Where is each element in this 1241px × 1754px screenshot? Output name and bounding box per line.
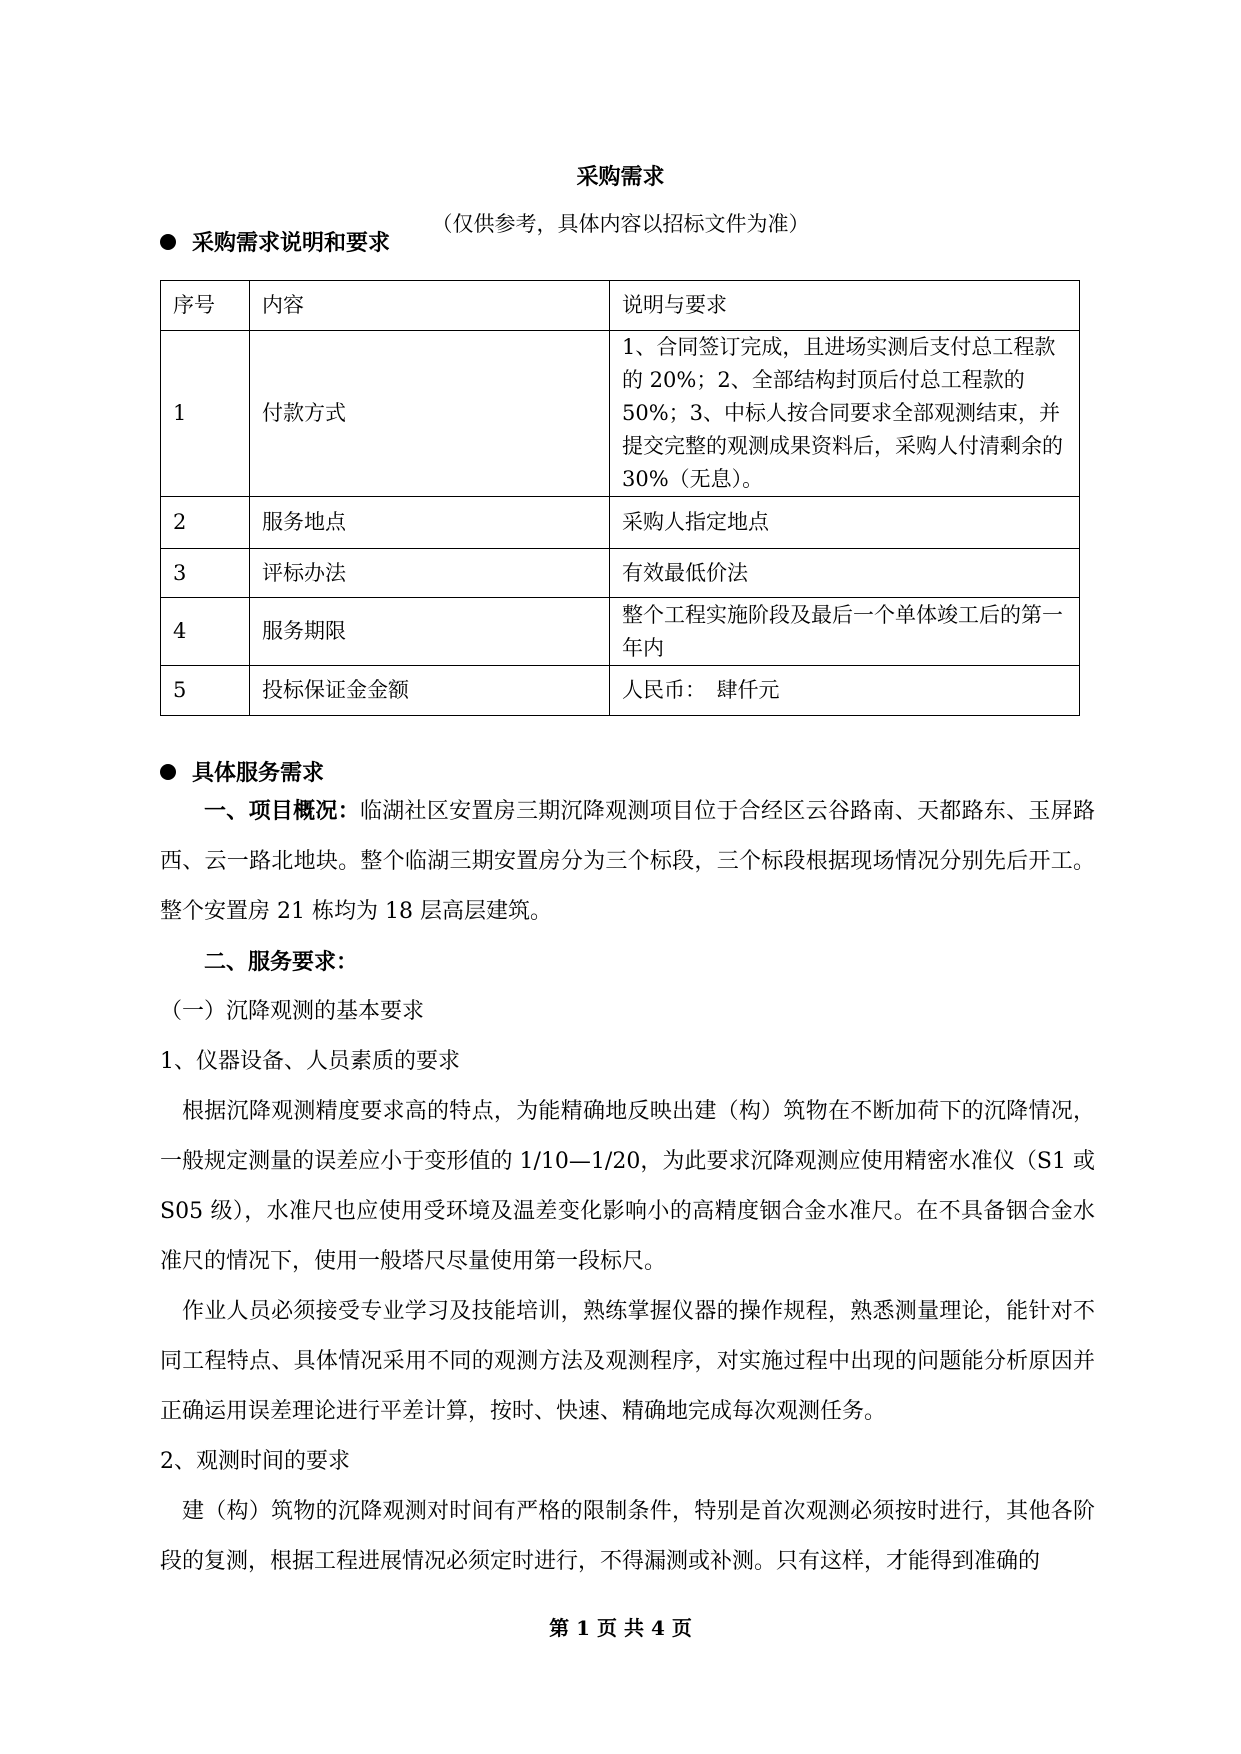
page-footer: 第 1 页 共 4 页 — [549, 1616, 692, 1640]
table-header-cell: 内容 — [250, 281, 610, 331]
overview-label: 一、项目概况： — [204, 798, 360, 824]
table-cell-item: 服务地点 — [250, 497, 610, 549]
subsection-heading: （一）沉降观测的基本要求 — [160, 999, 425, 1024]
table-cell-item: 投标保证金金额 — [250, 666, 610, 716]
table-row — [161, 331, 1080, 497]
table-cell-desc: 1、合同签订完成，且进场实测后支付总工程款的 20%；2、全部结构封顶后付总工程款的 50%；3、中标人按合同要求全部观测结束，并提交完整的观测成果资料后，采购人付清剩余的 30%（无息）。 — [610, 331, 1080, 497]
paragraph: 作业人员必须接受专业学习及技能培训，熟练掌握仪器的操作规程，熟悉测量理论，能针对不同工程特点、具体情况采用不同的观测方法及观测程序，对实施过程中出现的问题能分析原因并正确运用误差理论进行平差计算，按时、快速、精确地完成每次观测任务。 — [160, 1299, 1095, 1424]
paragraph: 根据沉降观测精度要求高的特点，为能精确地反映出建（构）筑物在不断加荷下的沉降情况，一般规定测量的误差应小于变形值的 1/10—1/20，为此要求沉降观测应使用精密水准仪（S1 或 S05 级），水准尺也应使用受环境及温差变化影响小的高精度铟合金水准尺。在不具备铟合金水准尺的情况下，使用一般塔尺尽量使用第一段标尺。 — [160, 1099, 1095, 1274]
table-cell-desc: 整个工程实施阶段及最后一个单体竣工后的第一年内 — [610, 598, 1080, 666]
table-cell-no: 5 — [161, 666, 250, 716]
requirements-table — [160, 280, 1080, 716]
table-cell-desc: 采购人指定地点 — [610, 497, 1080, 549]
overview-paragraph — [160, 786, 1095, 937]
overview-text: 临湖社区安置房三期沉降观测项目位于合经区云谷路南、天都路东、玉屏路西、云一路北地块。整个临湖三期安置房分为三个标段，三个标段根据现场情况分别先后开工。整个安置房 21 栋均为 18 层高层建筑。 — [160, 799, 1095, 924]
bullet-icon — [160, 764, 176, 780]
page-subtitle: （仅供参考，具体内容以招标文件为准） — [431, 212, 810, 236]
item-heading: 2、观测时间的要求 — [160, 1449, 350, 1474]
table-header-cell: 序号 — [161, 281, 250, 331]
table-cell-item: 评标办法 — [250, 549, 610, 598]
section-heading-label: 具体服务需求 — [192, 760, 325, 786]
paragraph: 建（构）筑物的沉降观测对时间有严格的限制条件，特别是首次观测必须按时进行，其他各阶段的复测，根据工程进展情况必须定时进行，不得漏测或补测。只有这样，才能得到准确的 — [160, 1499, 1095, 1574]
table-row — [161, 549, 1080, 598]
table-cell-no: 4 — [161, 598, 250, 666]
table-cell-desc: 有效最低价法 — [610, 549, 1080, 598]
service-requirements-heading: 二、服务要求： — [204, 949, 359, 975]
table-cell-no: 1 — [161, 331, 250, 497]
table-header-row — [161, 281, 1080, 331]
table-row — [161, 666, 1080, 716]
bullet-icon — [160, 234, 176, 250]
section-heading-requirements — [160, 226, 390, 257]
table-cell-item: 服务期限 — [250, 598, 610, 666]
table-row — [161, 598, 1080, 666]
table-cell-no: 2 — [161, 497, 250, 549]
section-heading-service — [160, 756, 324, 787]
table-cell-no: 3 — [161, 549, 250, 598]
body-content — [160, 786, 1095, 1587]
table-row — [161, 497, 1080, 549]
table-cell-desc: 人民币： 肆仟元 — [610, 666, 1080, 716]
table-header-cell: 说明与要求 — [610, 281, 1080, 331]
item-heading: 1、仪器设备、人员素质的要求 — [160, 1049, 460, 1074]
table-cell-item: 付款方式 — [250, 331, 610, 497]
section-heading-label: 采购需求说明和要求 — [192, 230, 391, 256]
page-title: 采购需求 — [576, 164, 665, 190]
